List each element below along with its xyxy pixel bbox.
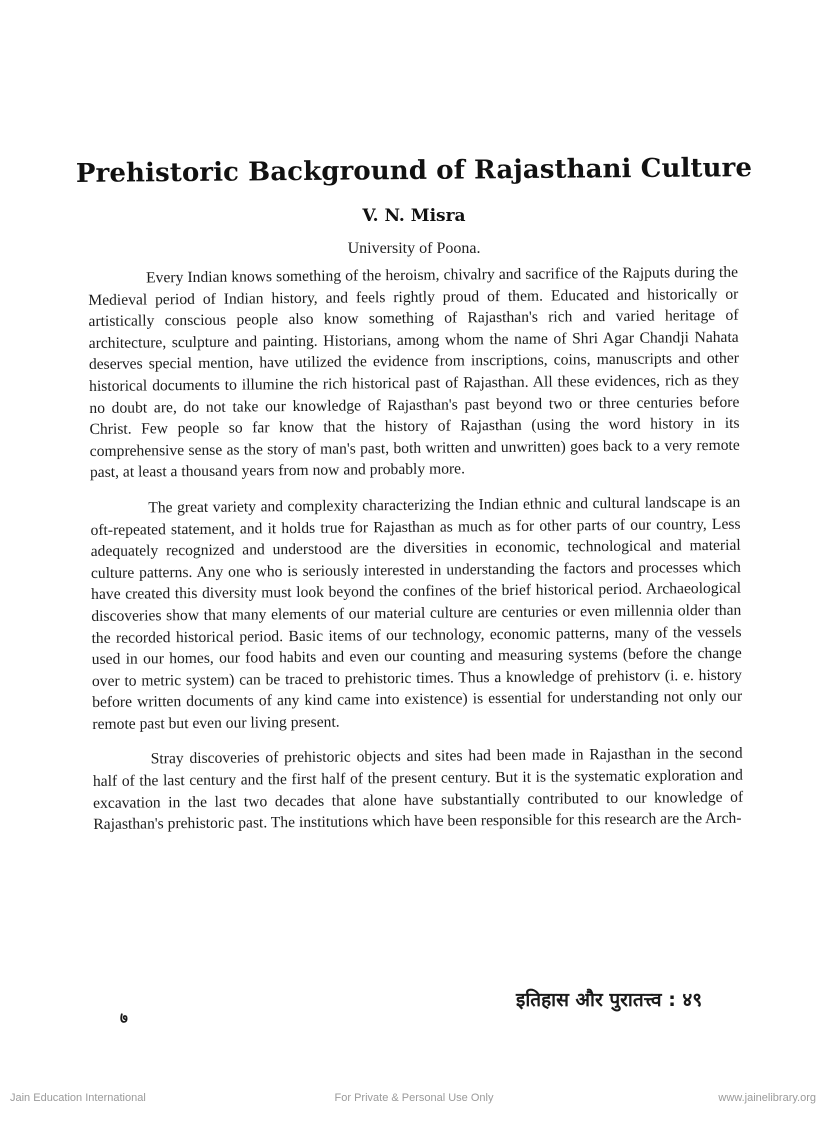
paragraph-1: Every Indian knows something of the heroism, chivalry and sacrifice of the Rajputs during the Medieval period of Indian history, and feels rightly proud of them. Educated and historically or artistically conscious people also know something of Rajasthan's rich and varied heritage of architecture, sculpture and painting. Historians, among whom the name of Shri Agar Chandji Nahata deserves special mention, have utilized the evidence from inscriptions, coins, manuscripts and other historical documents to illumine the rich historical past of Rajasthan. All these evidences, rich as they no doubt are, do not take our knowledge of Rajasthan's past beyond two or three centuries before Christ. Few people so far know that the history of Rajasthan (using the word history in its comprehensive sense as the story of man's past, both written and unwritten) goes back to a very remote past, at least a thousand years from now and probably more. [88, 263, 740, 482]
journal-folio: इतिहास और पुरातत्त्व : ४९ [516, 989, 703, 1011]
paragraph-2: The great variety and complexity characterizing the Indian ethnic and cultural landscape is an oft-repeated statement, and it holds true for Rajasthan as much as for other parts of our country, Less adequately recognized and understood are the diversities in economic, technological and material culture patterns. Any one who is seriously interested in understanding the factors and processes which have created this diversity must look beyond the confines of the brief historical period. Archaeological discoveries show that many elements of our material culture are centuries or even millennia older than the recorded historical period. Basic items of our technology, economic patterns, many of the vessels used in our homes, our food habits and even our counting and measuring systems (before the change over to metric system) can be traced to prehistoric times. Thus a knowledge of prehistorv (i. e. history before written documents of any kind came into existence) is essential for understanding not only our remote past but even our living present. [90, 493, 743, 733]
footer-center: For Private & Personal Use Only [334, 1092, 494, 1104]
article-title: Prehistoric Background of Rajasthani Culture [75, 153, 753, 189]
footer-right[interactable]: www.jainelibrary.org [718, 1092, 816, 1104]
paragraph-3: Stray discoveries of prehistoric objects and sites had been made in Rajasthan in the second half of the last century and the first half of the present century. But it is the systematic exploration and excavation in the last two decades that alone have substantially contributed to our knowledge of Rajasthan's prehistoric past. The institutions which have been responsible for this research are the Arch- [92, 745, 744, 834]
author-name: V. N. Misra [362, 206, 466, 226]
article-body [88, 262, 744, 850]
page-number: ७ [120, 1009, 128, 1027]
footer-left: Jain Education International [10, 1092, 146, 1104]
author-affiliation: University of Poona. [347, 240, 481, 257]
